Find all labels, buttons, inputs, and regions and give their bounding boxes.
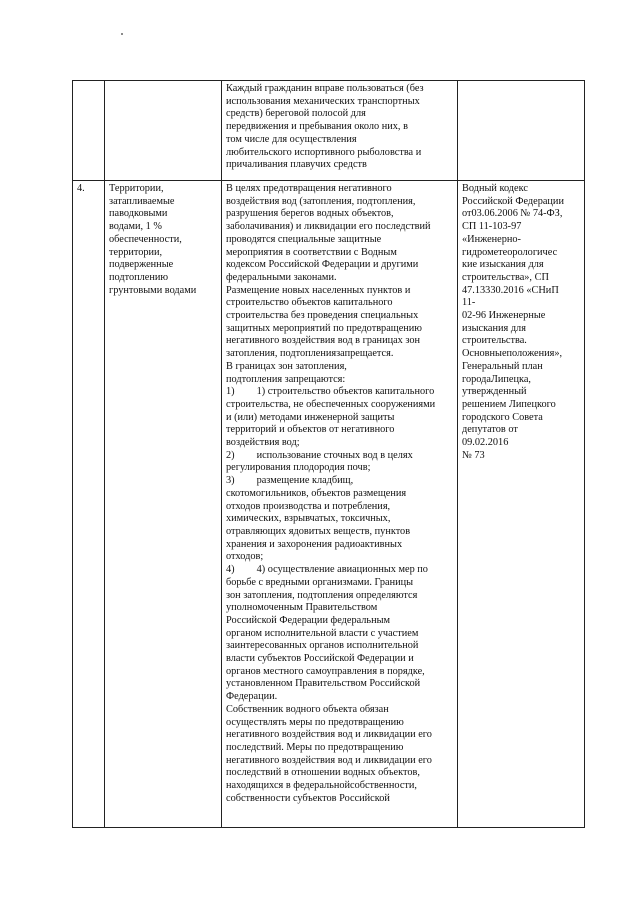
text-line: собственности субъектов Российской [226, 792, 390, 804]
text-line: депутатов от [462, 424, 518, 436]
text-line: том числе для осуществления [226, 133, 357, 145]
text-line: решением Липецкого [462, 398, 556, 410]
text-line: защитных мероприятий по предотвращению [226, 322, 422, 334]
text-line: разрушения берегов водных объектов, [226, 208, 394, 220]
text-line: строительства», СП [462, 271, 549, 283]
text-line: водами, 1 % [109, 221, 162, 233]
text-line: грунтовыми водами [109, 284, 197, 296]
legal-basis-cell [458, 181, 585, 828]
text-line: территории, [109, 246, 163, 258]
table-row [73, 81, 585, 181]
text-line: 47.13330.2016 «СНиП [462, 284, 559, 296]
text-line: городаЛипецка, [462, 373, 532, 385]
text-line: причаливания плавучих средств [226, 159, 367, 171]
text-line: Каждый гражданин вправе пользоваться (без [226, 83, 424, 94]
territory-name-text [109, 183, 217, 297]
text-line: 11- [462, 297, 476, 309]
text-line: 4) 4) осуществление авиационных мер по [226, 564, 428, 576]
requirements-cell [222, 81, 458, 181]
legal-basis-text [462, 183, 580, 462]
text-line: утвержденный [462, 386, 527, 398]
text-line: 02-96 Инженерные [462, 310, 546, 322]
text-line: 09.02.2016 [462, 437, 509, 449]
text-line: подверженные [109, 259, 174, 271]
text-line: хранения и захоронения радиоактивных [226, 538, 403, 550]
text-line: № 73 [462, 449, 485, 461]
text-line: Генеральный план [462, 360, 543, 372]
text-line: заинтересованных органов исполнительной [226, 640, 419, 652]
text-line: обеспеченности, [109, 233, 182, 245]
row-number-cell [73, 81, 105, 181]
text-line: Федерации. [226, 691, 278, 703]
text-line: Водный кодекс [462, 183, 528, 194]
regulation-table [72, 80, 585, 828]
territory-name-cell [105, 181, 222, 828]
text-line: федеральными законами. [226, 271, 337, 283]
text-line: химических, взрывчатых, токсичных, [226, 513, 391, 525]
text-line: и (или) методами инженерной защиты [226, 411, 395, 423]
text-line: Территории, [109, 183, 164, 194]
text-line: затопления, подтоплениязапрещается. [226, 348, 394, 360]
text-line: негативного воздействия вод в границах зон [226, 335, 421, 347]
legal-basis-cell [458, 81, 585, 181]
text-line: подтоплению [109, 271, 169, 283]
text-line: затапливаемые [109, 195, 175, 207]
text-line: городского Совета [462, 411, 543, 423]
text-line: В целях предотвращения негативного [226, 183, 392, 194]
requirements-text [226, 83, 453, 172]
text-line: строительства. [462, 335, 527, 347]
text-line: кие изыскания для [462, 259, 544, 271]
text-line: негативного воздействия вод и ликвидации его [226, 754, 432, 766]
text-line: Собственник водного объекта обязан [226, 703, 389, 715]
text-line: осуществлять меры по предотвращению [226, 716, 404, 728]
text-line: зон затопления, подтопления определяются [226, 589, 418, 601]
text-line: установленном Правительством Российской [226, 678, 421, 690]
text-line: гидрометеорологичес [462, 246, 558, 258]
text-line: Российской Федерации федеральным [226, 614, 391, 626]
text-line: последствий. Меры по предотвращению [226, 741, 404, 753]
text-line: 1) 1) строительство объектов капитального [226, 386, 435, 398]
text-line: власти субъектов Российской Федерации и [226, 653, 414, 665]
text-line: В границах зон затопления, [226, 360, 347, 372]
text-line: борьбе с вредными организмами. Границы [226, 576, 414, 588]
text-line: органом исполнительной власти с участием [226, 627, 419, 639]
text-line: последствий в отношении водных объектов, [226, 767, 420, 779]
text-line: от03.06.2006 № 74-ФЗ, [462, 208, 563, 220]
text-line: СП 11-103-97 [462, 221, 522, 233]
text-line: воздействия вод (затопления, подтопления, [226, 195, 416, 207]
territory-name-cell [105, 81, 222, 181]
text-line: строительства, не обеспеченных сооружениями [226, 398, 436, 410]
text-line: уполномоченным Правительством [226, 602, 378, 614]
text-line: находящихся в федеральнойсобственности, [226, 780, 417, 792]
table-row [73, 181, 585, 828]
text-line: 3) размещение кладбищ, [226, 475, 354, 487]
text-line: использования механических транспортных [226, 95, 420, 107]
text-line: строительства без проведения специальных [226, 310, 419, 322]
text-line: проводятся специальные защитные [226, 233, 382, 245]
row-number-cell [73, 181, 105, 828]
text-line: передвижения и пребывания около них, в [226, 121, 408, 133]
scan-speck [121, 33, 123, 35]
text-line: средств) береговой полосой для [226, 108, 366, 120]
text-line: отходов производства и потребления, [226, 500, 391, 512]
text-line: строительство объектов капитального [226, 297, 393, 309]
text-line: территорий и объектов от негативного [226, 424, 395, 436]
text-line: паводковыми [109, 208, 168, 220]
row-number: 4. [77, 183, 85, 194]
text-line: отходов; [226, 551, 264, 563]
text-line: скотомогильников, объектов размещения [226, 487, 407, 499]
text-line: изыскания для [462, 322, 526, 334]
text-line: кодексом Российской Федерации и другими [226, 259, 419, 271]
text-line: воздействия вод; [226, 437, 300, 449]
text-line: органов местного самоуправления в порядке, [226, 665, 425, 677]
requirements-text [226, 183, 453, 805]
text-line: мероприятия в соответствии с Водным [226, 246, 397, 258]
text-line: Размещение новых населенных пунктов и [226, 284, 411, 296]
text-line: заболачивания) и ликвидации его последствий [226, 221, 431, 233]
text-line: негативного воздействия вод и ликвидации его [226, 729, 432, 741]
text-line: 2) использование сточных вод в целях [226, 449, 413, 461]
text-line: подтопления запрещаются: [226, 373, 346, 385]
text-line: любительского испортивного рыболовства и [226, 146, 422, 158]
text-line: отравляющих ядовитых веществ, пунктов [226, 525, 411, 537]
text-line: регулирования плодородия почв; [226, 462, 371, 474]
text-line: Основныеположения», [462, 348, 563, 360]
text-line: Российской Федерации [462, 195, 564, 207]
text-line: «Инженерно- [462, 233, 521, 245]
requirements-cell [222, 181, 458, 828]
